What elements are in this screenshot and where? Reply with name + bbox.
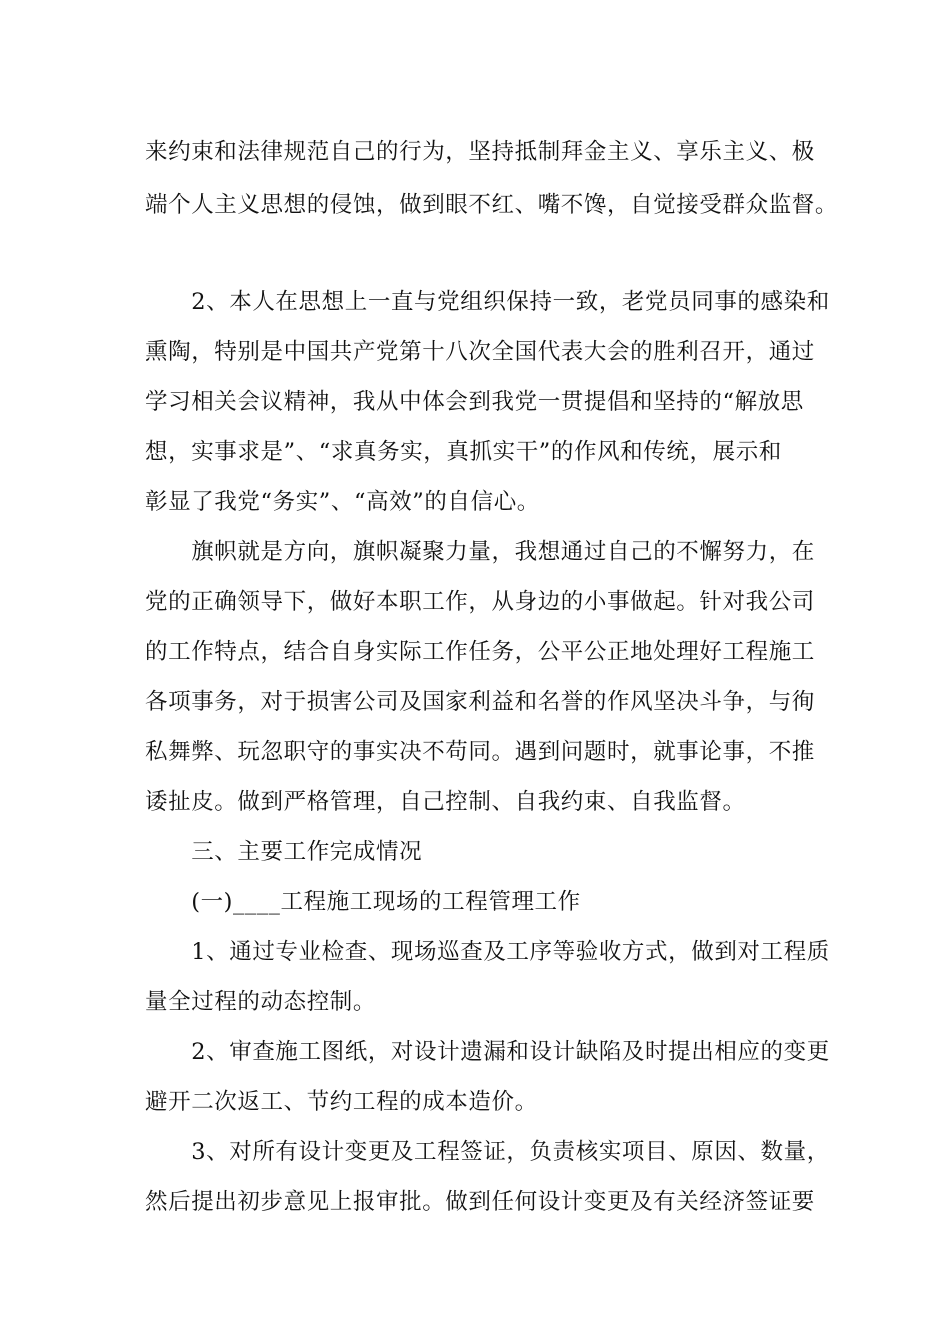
text-line: 学习相关会议精神，我从中体会到我党一贯提倡和坚持的“解放思	[145, 389, 804, 415]
section-heading: 三、主要工作完成情况	[145, 839, 423, 865]
text-line: 旗帜就是方向，旗帜凝聚力量，我想通过自己的不懈努力，在	[145, 539, 815, 565]
text-line: 2、审查施工图纸，对设计遗漏和设计缺陷及时提出相应的变更	[145, 1039, 830, 1065]
text-line: 诿扯皮。做到严格管理，自己控制、自我约束、自我监督。	[145, 789, 746, 815]
text-line: 想，实事求是”、“求真务实，真抓实干”的作风和传统，展示和	[145, 439, 782, 465]
text-line: 3、对所有设计变更及工程签证，负责核实项目、原因、数量，	[145, 1139, 830, 1165]
text-line: 2、本人在思想上一直与党组织保持一致，老党员同事的感染和	[145, 289, 830, 315]
text-line: 的工作特点，结合自身实际工作任务，公平公正地处理好工程施工	[145, 639, 815, 665]
text-line: 熏陶，特别是中国共产党第十八次全国代表大会的胜利召开，通过	[145, 339, 815, 365]
text-line: 来约束和法律规范自己的行为，坚持抵制拜金主义、享乐主义、极	[145, 139, 815, 165]
text-line: 1、通过专业检查、现场巡查及工序等验收方式，做到对工程质	[145, 939, 830, 965]
text-line: 各项事务，对于损害公司及国家利益和名誉的作风坚决斗争，与徇	[145, 689, 815, 715]
text-line: 量全过程的动态控制。	[145, 989, 377, 1015]
text-line: 避开二次返工、节约工程的成本造价。	[145, 1089, 538, 1115]
text-line: 彰显了我党“务实”、“高效”的自信心。	[145, 489, 540, 515]
text-line: 然后提出初步意见上报审批。做到任何设计变更及有关经济签证要	[145, 1189, 815, 1215]
text-line: 端个人主义思想的侵蚀，做到眼不红、嘴不馋，自觉接受群众监督。	[145, 192, 839, 218]
subsection-heading: (一)____工程施工现场的工程管理工作	[145, 889, 581, 915]
text-line: 私舞弊、玩忽职守的事实决不苟同。遇到问题时，就事论事，不推	[145, 739, 815, 765]
text-line: 党的正确领导下，做好本职工作，从身边的小事做起。针对我公司	[145, 589, 815, 615]
